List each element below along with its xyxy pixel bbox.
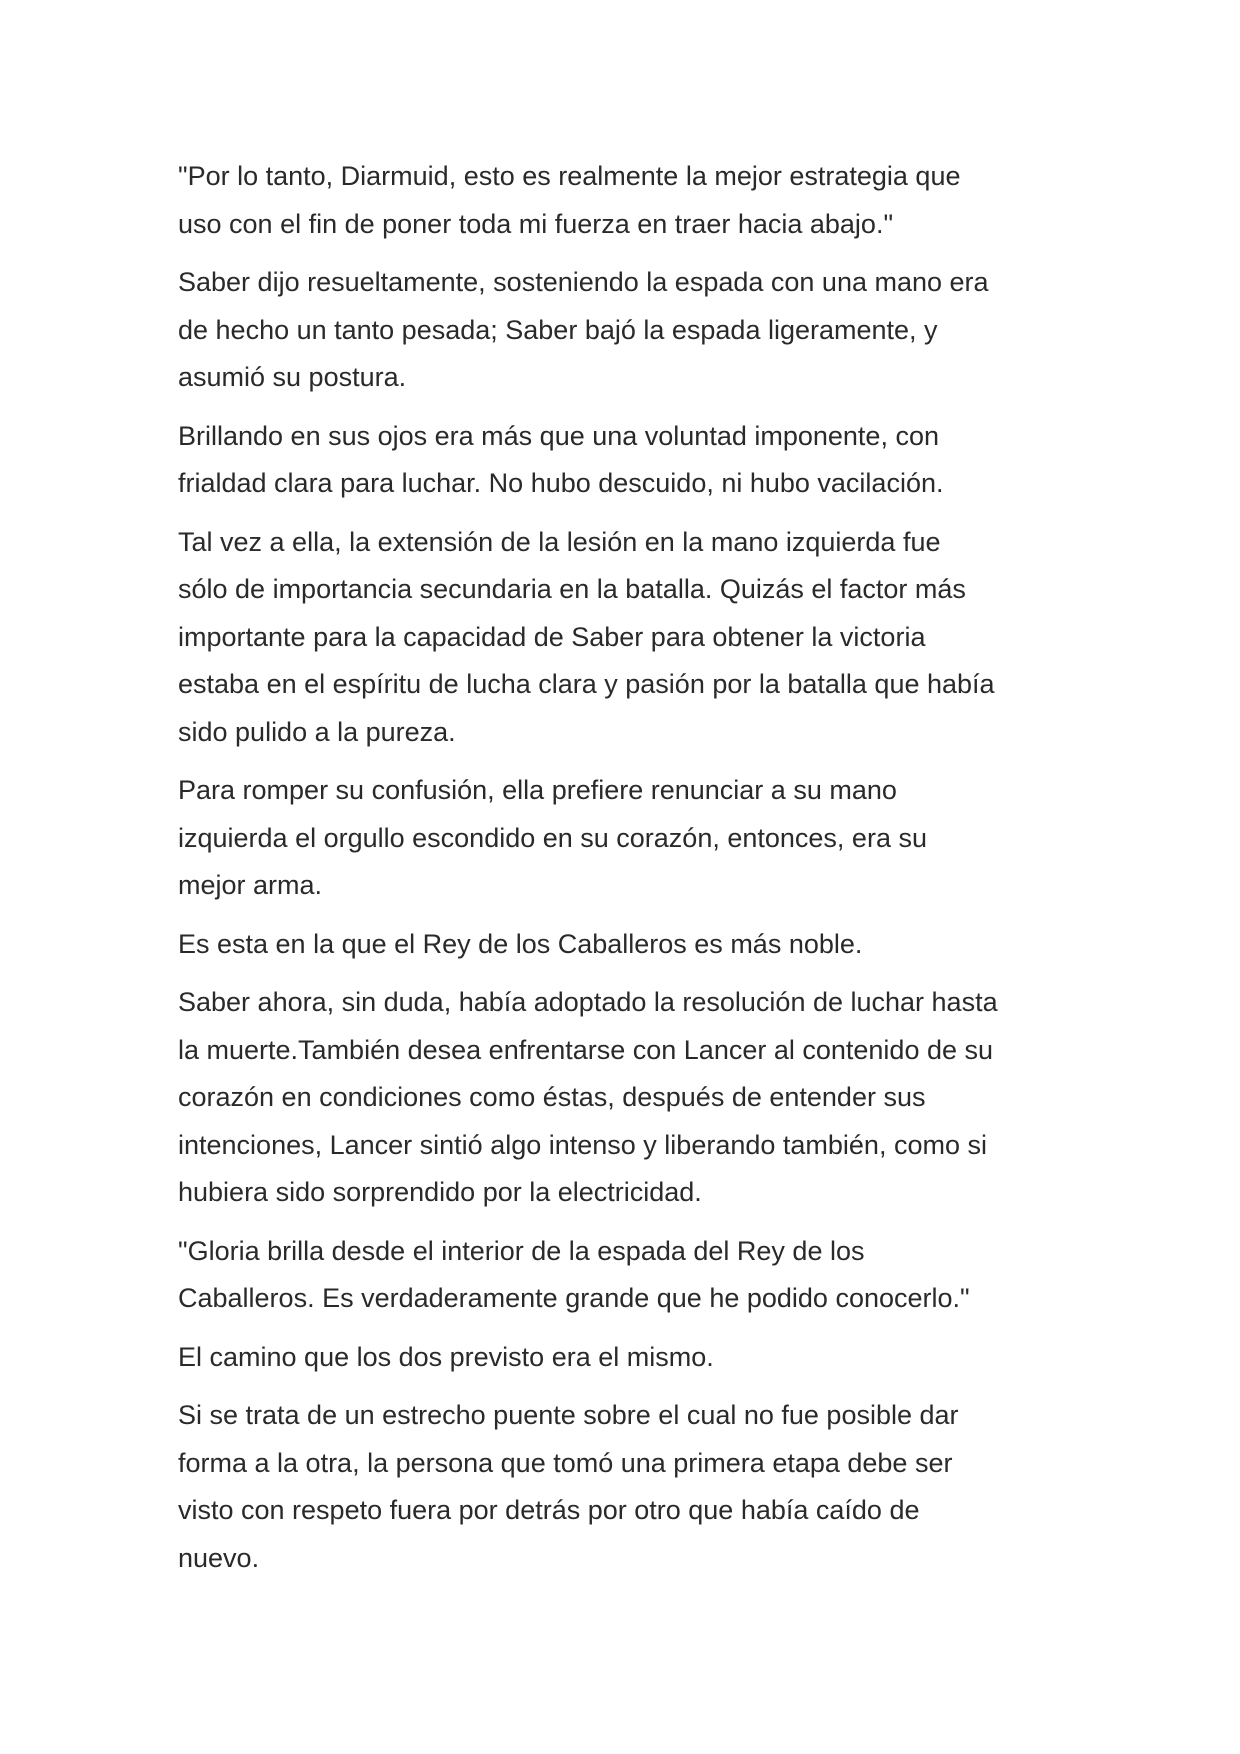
paragraph: Si se trata de un estrecho puente sobre el cual no fue posible dar forma a la otra, la persona que tomó una primera etapa debe ser visto con respeto fuera por detrás por otro que había caído de nuevo. (178, 1400, 959, 1573)
paragraph: "Por lo tanto, Diarmuid, esto es realmente la mejor estrategia que uso con el fin de poner toda mi fuerza en traer hacia abajo." (178, 161, 961, 239)
paragraph: "Gloria brilla desde el interior de la espada del Rey de los Caballeros. Es verdaderamente grande que he podido conocerlo." (178, 1235, 970, 1313)
paragraph: Tal vez a ella, la extensión de la lesión en la mano izquierda fue sólo de importancia secundaria en la batalla. Quizás el factor más importante para la capacidad de Saber para obtener la victoria estaba en el espíritu de lucha clara y pasión por la batalla que había sido pulido a la pureza. (178, 526, 995, 747)
paragraph: Brillando en sus ojos era más que una voluntad imponente, con frialdad clara para luchar. No hubo descuido, ni hubo vacilación. (178, 420, 944, 498)
document-body (178, 153, 1078, 1593)
paragraph: Es esta en la que el Rey de los Caballeros es más noble. (178, 928, 863, 959)
paragraph: El camino que los dos previsto era el mismo. (178, 1341, 714, 1372)
paragraph: Saber ahora, sin duda, había adoptado la resolución de luchar hasta la muerte.También desea enfrentarse con Lancer al contenido de su corazón en condiciones como éstas, después de entender sus intenciones, Lancer sintió algo intenso y liberando también, como si hubiera sido sorprendido por la electricidad. (178, 987, 998, 1207)
paragraph: Para romper su confusión, ella prefiere renunciar a su mano izquierda el orgullo escondido en su corazón, entonces, era su mejor arma. (178, 775, 927, 900)
paragraph: Saber dijo resueltamente, sosteniendo la espada con una mano era de hecho un tanto pesada; Saber bajó la espada ligeramente, y asumió su postura. (178, 267, 989, 392)
